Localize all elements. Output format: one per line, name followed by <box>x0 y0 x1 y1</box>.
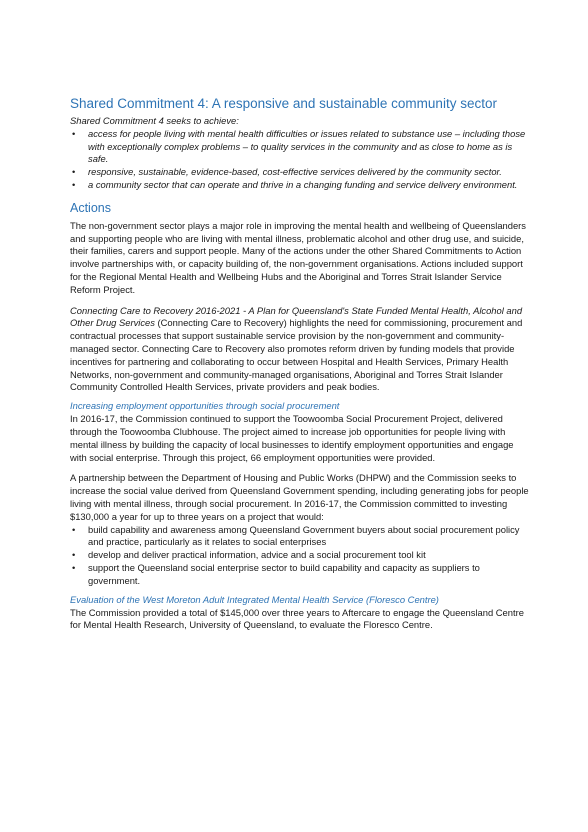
intro-text: Shared Commitment 4 seeks to achieve: <box>70 115 239 126</box>
page-title: Shared Commitment 4: A responsive and sustainable community sector <box>70 96 497 111</box>
list-item: • responsive, sustainable, evidence-based, cost-effective services delivered by the community sector. <box>72 166 502 178</box>
bullet-icon: • <box>72 549 76 561</box>
actions-paragraph: The non-government sector plays a major role in improving the mental health and wellbeing of Queenslanders and supporting people who are living with mental illness, problematic alcohol and other drug use, and suicide, their families, carers and support people. Many of the actions under the other Shared Commitments to Action involve partnerships with, or capacity building of, the non-government organisations. Actions included support for the Regional Mental Health and Wellbeing Hubs and the Aboriginal and Torres Strait Islander Service Reform Project. <box>70 219 526 295</box>
bullet-icon: • <box>72 166 76 178</box>
bullet-icon: • <box>72 523 76 535</box>
aims-list <box>70 128 532 192</box>
bullet-icon: • <box>72 127 76 139</box>
list-item: • support the Queensland social enterprise sector to build capability and capacity as suppliers to government. <box>72 561 480 586</box>
actions-heading: Actions <box>70 200 111 215</box>
section-heading-floresco-evaluation: Evaluation of the West Moreton Adult Integrated Mental Health Service (Floresco Centre) <box>70 593 439 605</box>
list-item: • build capability and awareness among Queensland Government buyers about social procurement policy and practice, particularly as it relates to social enterprises <box>72 523 520 548</box>
ccr-paragraph <box>70 305 532 395</box>
bullet-icon: • <box>72 561 76 573</box>
list-item: • a community sector that can operate and thrive in a changing funding and service delivery environment. <box>72 178 518 190</box>
social-procurement-paragraph-2: A partnership between the Department of Housing and Public Works (DHPW) and the Commission seeks to increase the social value derived from Queensland Government spending, including generating jobs for people living with mental illness, through social procurement. In 2016-17, the Commission committed to investing $130,000 a year for up to three years on a project that would: <box>70 472 529 522</box>
list-item: • develop and deliver practical information, advice and a social procurement tool kit <box>72 549 426 561</box>
floresco-paragraph: The Commission provided a total of $145,000 over three years to Aftercare to engage the Queensland Centre for Mental Health Research, University of Queensland, to evaluate the Floresco Centre. <box>70 606 524 631</box>
project-list <box>70 524 532 588</box>
bullet-icon: • <box>72 178 76 190</box>
ccr-text: (Connecting Care to Recovery) highlights the need for commissioning, procurement and contractual processes that support sustainable service provision by the non-government and community-managed sector. Connecting Care to Recovery also promotes reform driven by funding models that provide incentives for partnering and collaborating to occur between Hospital and Health Services, Primary Health Networks, non-government and community-managed organisations, Aboriginal and Torres Strait Islander Community Controlled Health Services, private providers and peak bodies. <box>70 317 523 393</box>
list-item: • access for people living with mental health difficulties or issues related to substance use – including those with exceptionally complex problems – to quality services in the community and as close to home as is safe. <box>72 127 526 165</box>
ccr-title: Connecting Care to Recovery 2016-2021 - A Plan for Queensland's State Funded Mental Health, Alcohol and Other Drug Services <box>70 304 523 329</box>
section-heading-social-procurement: Increasing employment opportunities through social procurement <box>70 400 340 412</box>
social-procurement-paragraph-1: In 2016-17, the Commission continued to support the Toowoomba Social Procurement Project, delivered through the Toowoomba Clubhouse. The project aimed to increase job opportunities for people living with mental illness by building the capacity of local businesses to identify employment opportunities and engage with social enterprise. Through this project, 66 employment opportunities were provided. <box>70 413 514 463</box>
